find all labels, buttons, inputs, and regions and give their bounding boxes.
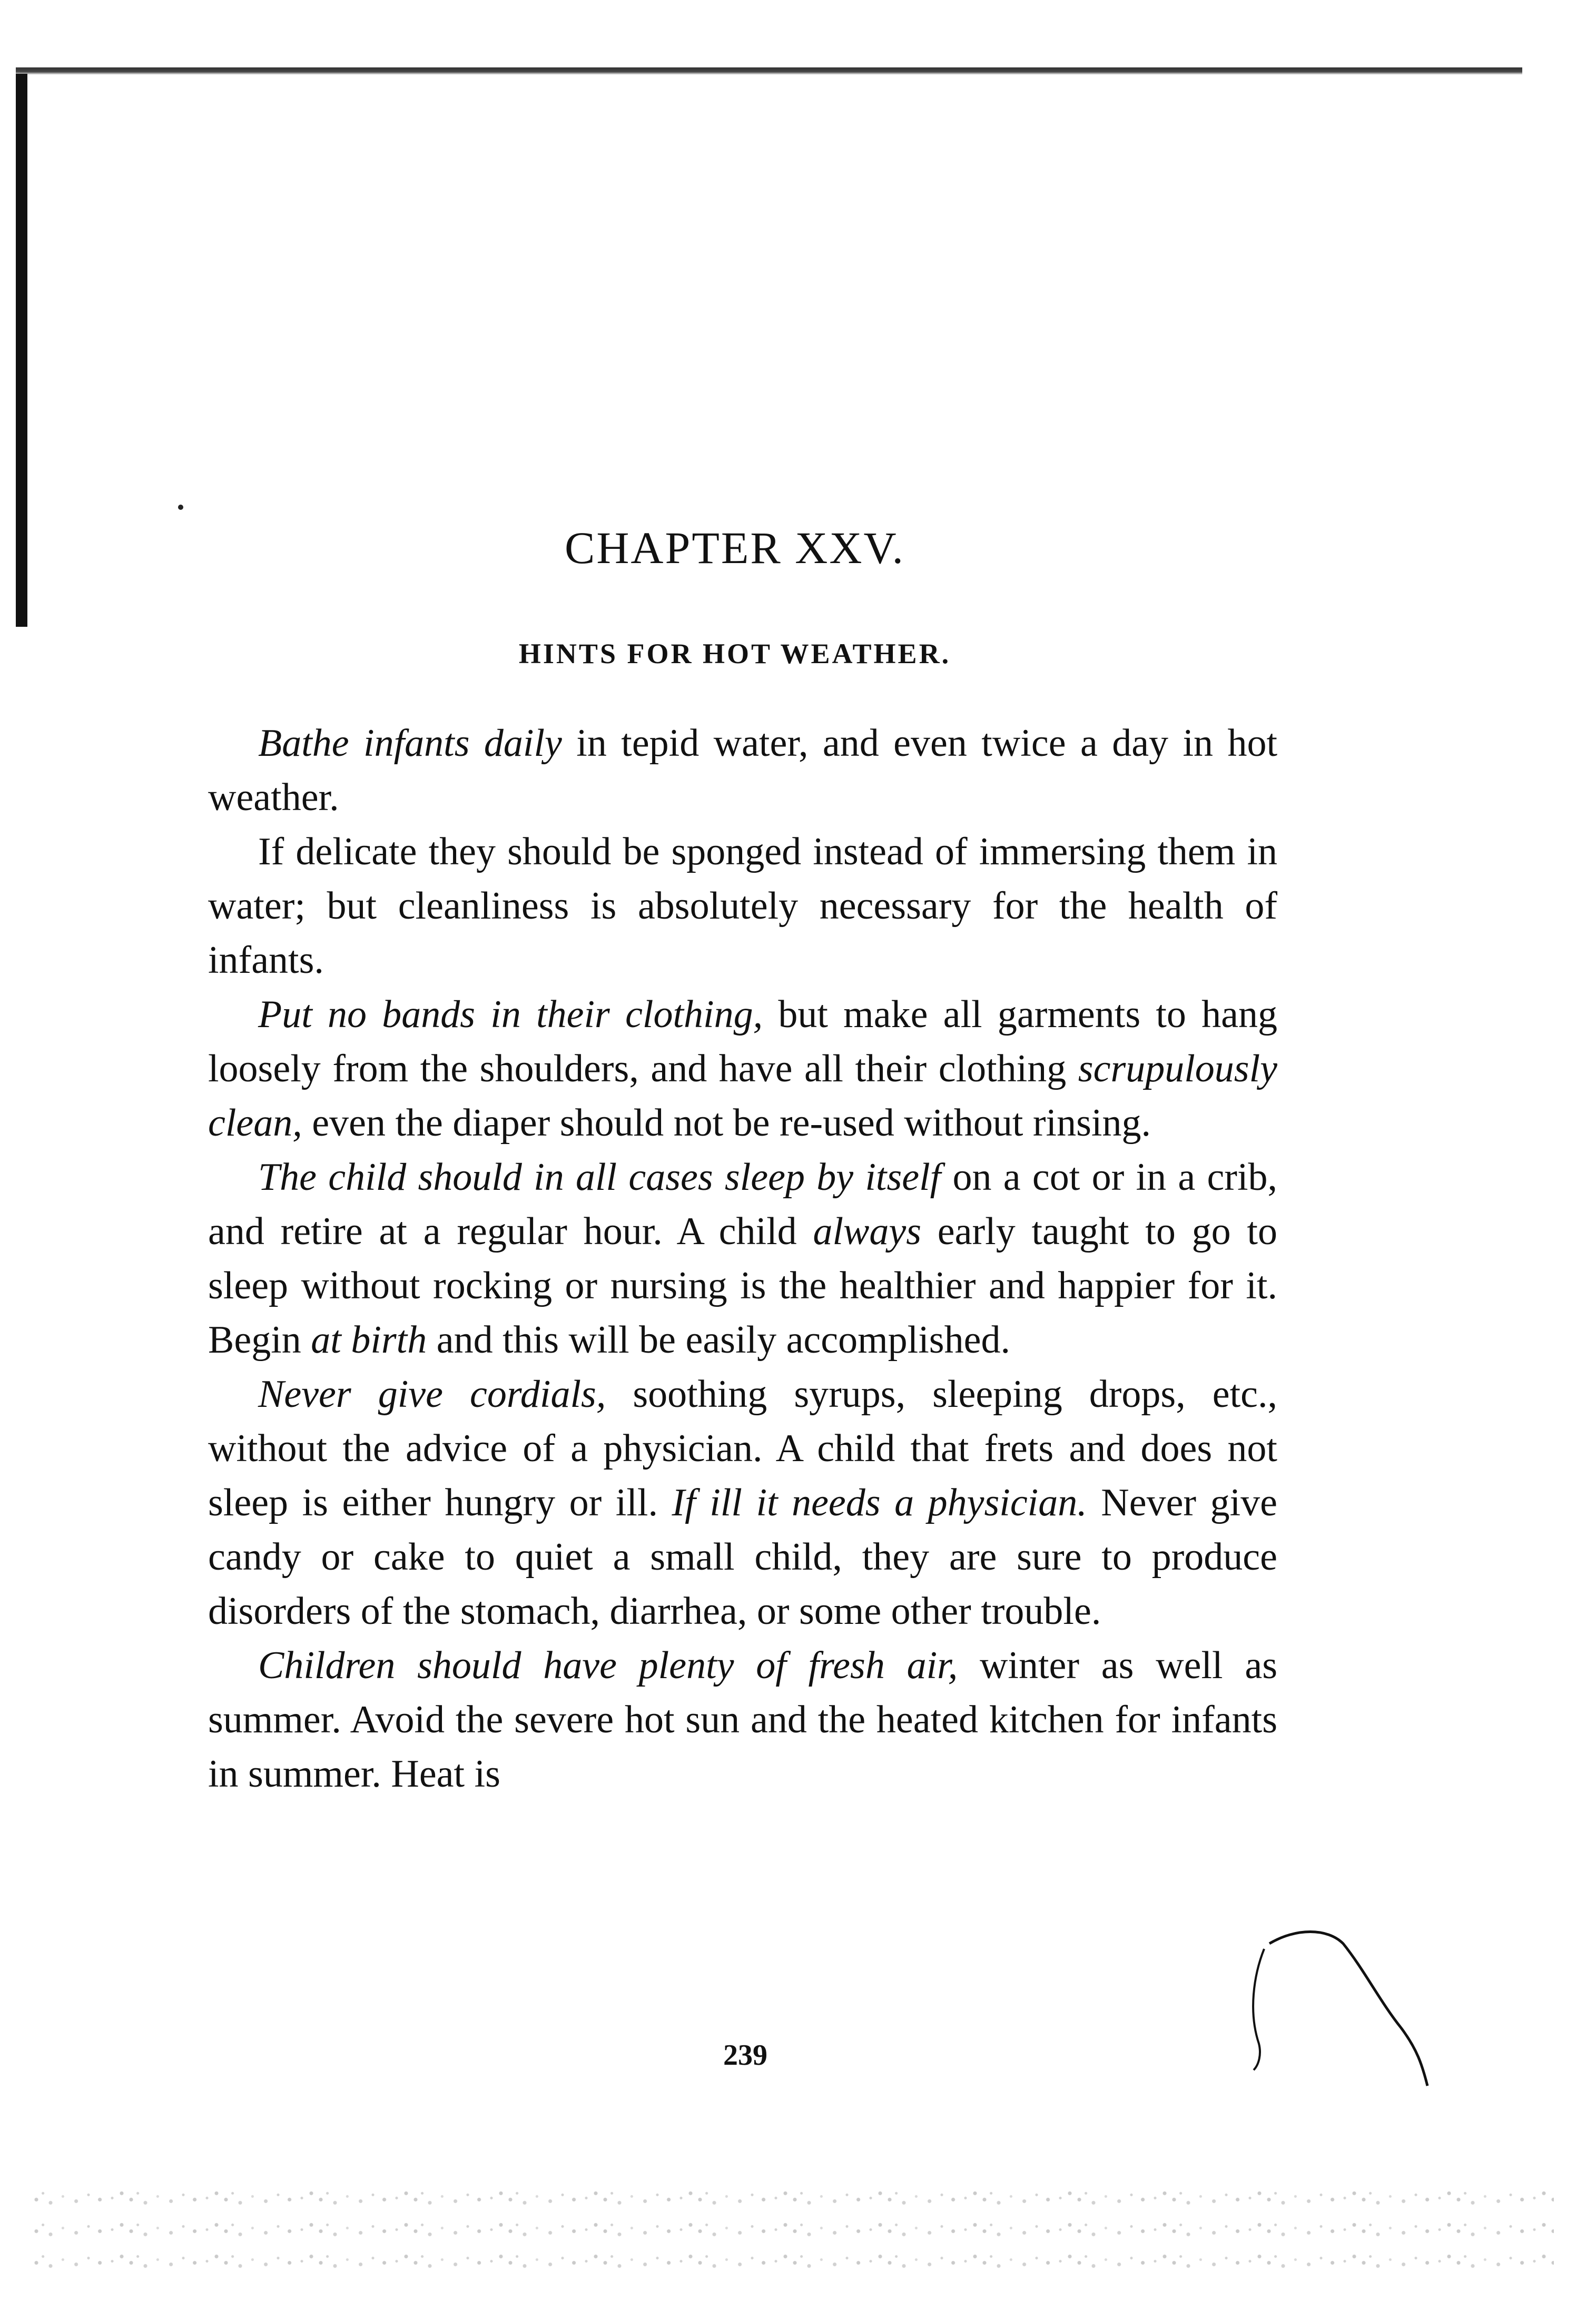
text-run: in tepid water, and even twice a day in hot weather.	[208, 722, 1277, 819]
italic-run: Bathe infants daily	[258, 722, 562, 765]
margin-dot	[178, 505, 183, 510]
paragraph	[208, 716, 1277, 825]
text-run: but make all garments to hang loosely from the shoulders, and have all their clothing	[208, 993, 1277, 1090]
paragraph	[208, 1367, 1277, 1639]
italic-run: Never give cordials,	[258, 1373, 606, 1416]
paragraph	[208, 1150, 1277, 1367]
text-run: winter as well as summer. Avoid the severe hot sun and the heated kitchen for infants in summer. Heat is	[208, 1644, 1277, 1796]
top-border-rule	[16, 67, 1522, 75]
italic-run: The child should in all cases sleep by itself	[258, 1156, 941, 1199]
bottom-edge-speckle	[32, 2181, 1554, 2286]
text-run: on a cot or in a crib, and retire at a regular hour. A child	[208, 1156, 1278, 1253]
italic-run: always	[813, 1210, 921, 1253]
text-run: and this will be easily accomplished.	[427, 1318, 1010, 1362]
hair-curl-mark	[1175, 1896, 1491, 2117]
text-run: early taught to go to sleep without rocking or nursing is the healthier and happier for it. Begin	[208, 1210, 1277, 1362]
body-text	[208, 716, 1277, 1801]
text-run: even the diaper should not be re-used without rinsing.	[302, 1101, 1151, 1145]
text-run: If delicate they should be sponged instead of immersing them in water; but cleanliness is absolutely necessary for the health of infants.	[208, 830, 1277, 982]
chapter-title: HINTS FOR HOT WEATHER.	[518, 638, 951, 669]
page-number: 239	[723, 2039, 767, 2072]
italic-run: at birth	[311, 1318, 427, 1362]
text-run: Never give candy or cake to quiet a small child, they are sure to produce disorders of the stomach, diarrhea, or some other trouble.	[208, 1481, 1277, 1633]
paragraph	[208, 825, 1277, 988]
italic-run: If ill it needs a physician.	[672, 1481, 1087, 1524]
paragraph	[208, 1639, 1277, 1801]
italic-run: scrupulously clean,	[208, 1047, 1277, 1145]
text-run: soothing syrups, sleeping drops, etc., without the advice of a physician. A child that frets and does not sleep is either hungry or ill.	[208, 1373, 1277, 1524]
paragraph	[208, 988, 1277, 1150]
italic-run: Children should have plenty of fresh air,	[258, 1644, 958, 1687]
chapter-heading: CHAPTER XXV.	[564, 523, 905, 573]
italic-run: Put no bands in their clothing,	[258, 993, 763, 1036]
